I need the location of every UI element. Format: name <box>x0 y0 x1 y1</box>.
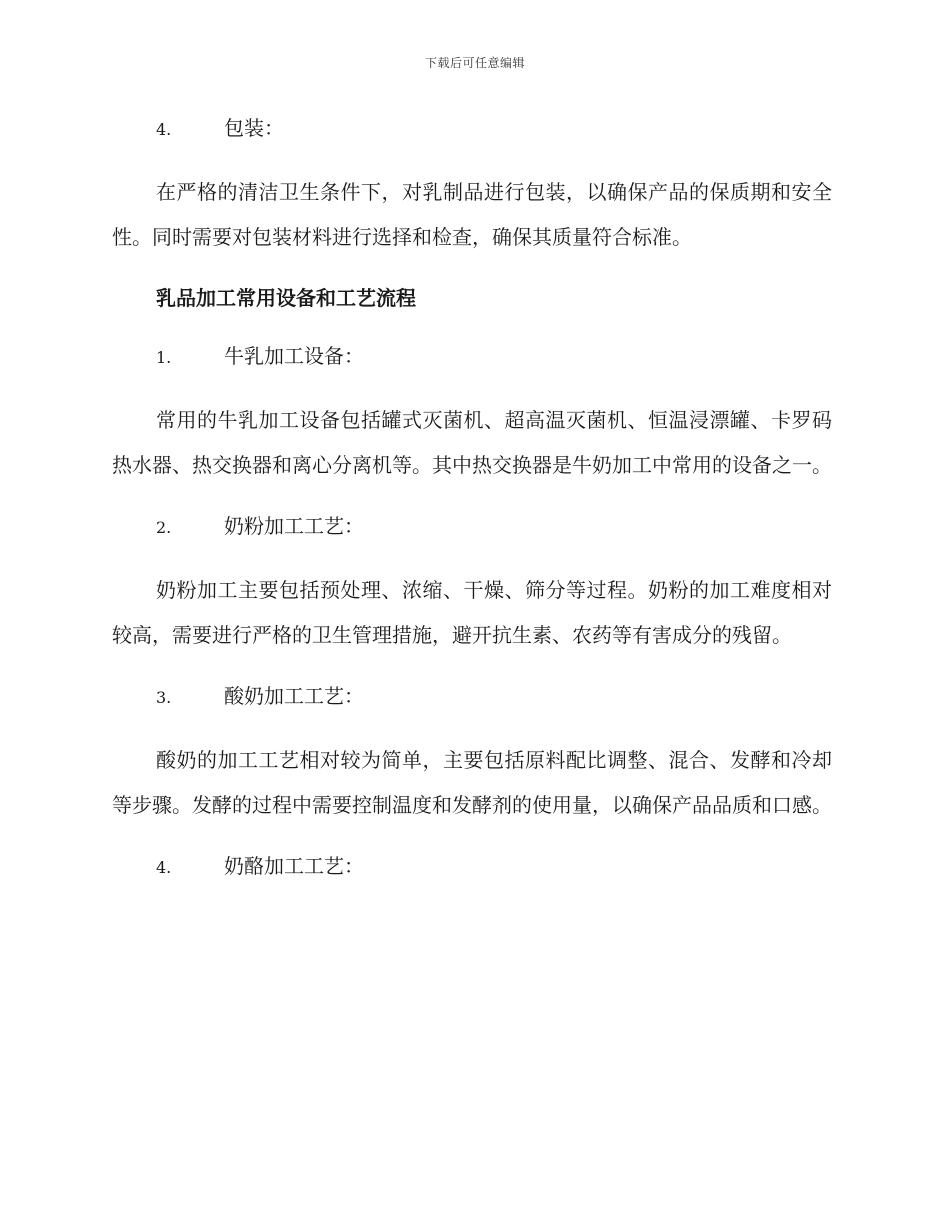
item-label: 酸奶加工工艺： <box>224 684 364 708</box>
paragraph-milk-powder: 奶粉加工主要包括预处理、浓缩、干燥、筛分等过程。奶粉的加工难度相对较高，需要进行严格的卫生管理措施，避开抗生素、农药等有害成分的残留。 <box>112 578 832 647</box>
item-number: 1. <box>156 348 172 367</box>
list-item-milk-equipment <box>156 340 832 374</box>
list-item-milk-powder <box>156 510 832 544</box>
item-number: 4. <box>156 120 172 139</box>
item-number: 2. <box>156 518 172 537</box>
item-label: 奶粉加工工艺： <box>224 514 364 538</box>
document-body <box>112 112 832 884</box>
item-number: 3. <box>156 688 172 707</box>
item-label: 牛乳加工设备： <box>224 344 364 368</box>
list-item-yogurt <box>156 680 832 714</box>
section-heading: 乳品加工常用设备和工艺流程 <box>156 286 416 310</box>
paragraph-yogurt: 酸奶的加工工艺相对较为简单，主要包括原料配比调整、混合、发酵和冷却等步骤。发酵的过程中需要控制温度和发酵剂的使用量，以确保产品品质和口感。 <box>112 748 832 817</box>
paragraph-packaging: 在严格的清洁卫生条件下，对乳制品进行包装，以确保产品的保质期和安全性。同时需要对包装材料进行选择和检查，确保其质量符合标准。 <box>112 180 832 249</box>
item-number: 4. <box>156 858 172 877</box>
item-label: 奶酪加工工艺： <box>224 854 364 878</box>
paragraph-milk-equipment: 常用的牛乳加工设备包括罐式灭菌机、超高温灭菌机、恒温浸漂罐、卡罗码热水器、热交换器和离心分离机等。其中热交换器是牛奶加工中常用的设备之一。 <box>112 408 832 477</box>
item-label: 包装： <box>224 116 284 140</box>
header-note: 下载后可任意编辑 <box>424 56 525 70</box>
list-item-cheese <box>156 850 832 884</box>
list-item-packaging <box>156 112 832 146</box>
